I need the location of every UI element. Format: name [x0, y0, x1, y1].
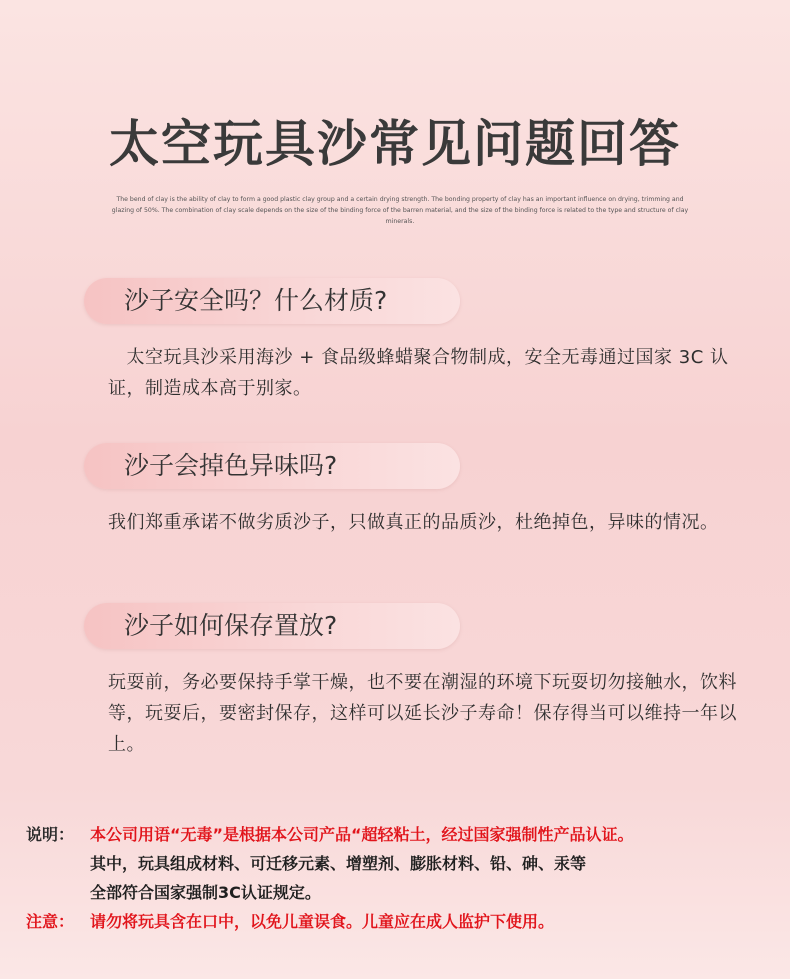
question-pill-storage	[84, 603, 460, 649]
answer-text-storage: 玩耍前，务必要保持手掌干燥，也不要在潮湿的环境下玩耍切勿接触水，饮料等，玩耍后，要密封保存，这样可以延长沙子寿命！保存得当可以维持一年以上。	[108, 672, 737, 755]
question-pill-safety	[84, 278, 460, 324]
question-text-color-odor: 沙子会掉色异味吗?	[124, 451, 338, 480]
explain-line-2: 其中，玩具组成材料、可迁移元素、增塑剂、膨胀材料、铅、砷、汞等	[90, 854, 587, 873]
question-pill-color-odor	[84, 443, 460, 489]
notes-section	[26, 820, 786, 936]
caution-label: 注意：	[26, 912, 75, 931]
caution-text: 请勿将玩具含在口中，以免儿童误食。儿童应在成人监护下使用。	[90, 912, 555, 931]
page-subtitle: The bend of clay is the ability of clay to form a good plastic clay group and a certain drying strength. The bonding property of clay has an important influence on drying, trimming and glazing of 50%. The combination of clay scale depends on the size of the binding force of the barren material, and the size of the binding force is related to the type and structure of clay minerals.	[111, 196, 689, 225]
question-text-storage: 沙子如何保存置放?	[124, 611, 338, 640]
question-text-safety: 沙子安全吗？什么材质?	[124, 286, 388, 315]
caution-note	[26, 907, 786, 936]
page-title: 太空玩具沙常见问题回答	[109, 115, 681, 173]
answer-text-color-odor: 我们郑重承诺不做劣质沙子，只做真正的品质沙，杜绝掉色，异味的情况。	[108, 512, 719, 533]
explain-line-1: 本公司用语“无毒”是根据本公司产品“超轻粘土，经过国家强制性产品认证。	[90, 825, 634, 844]
answer-text-safety: 太空玩具沙采用海沙 + 食品级蜂蜡聚合物制成，安全无毒通过国家 3C 认证，制造成本高于别家。	[108, 347, 729, 399]
explain-label: 说明：	[26, 825, 75, 844]
explain-line-3: 全部符合国家强制3C认证规定。	[90, 883, 321, 902]
explain-note	[26, 820, 786, 907]
